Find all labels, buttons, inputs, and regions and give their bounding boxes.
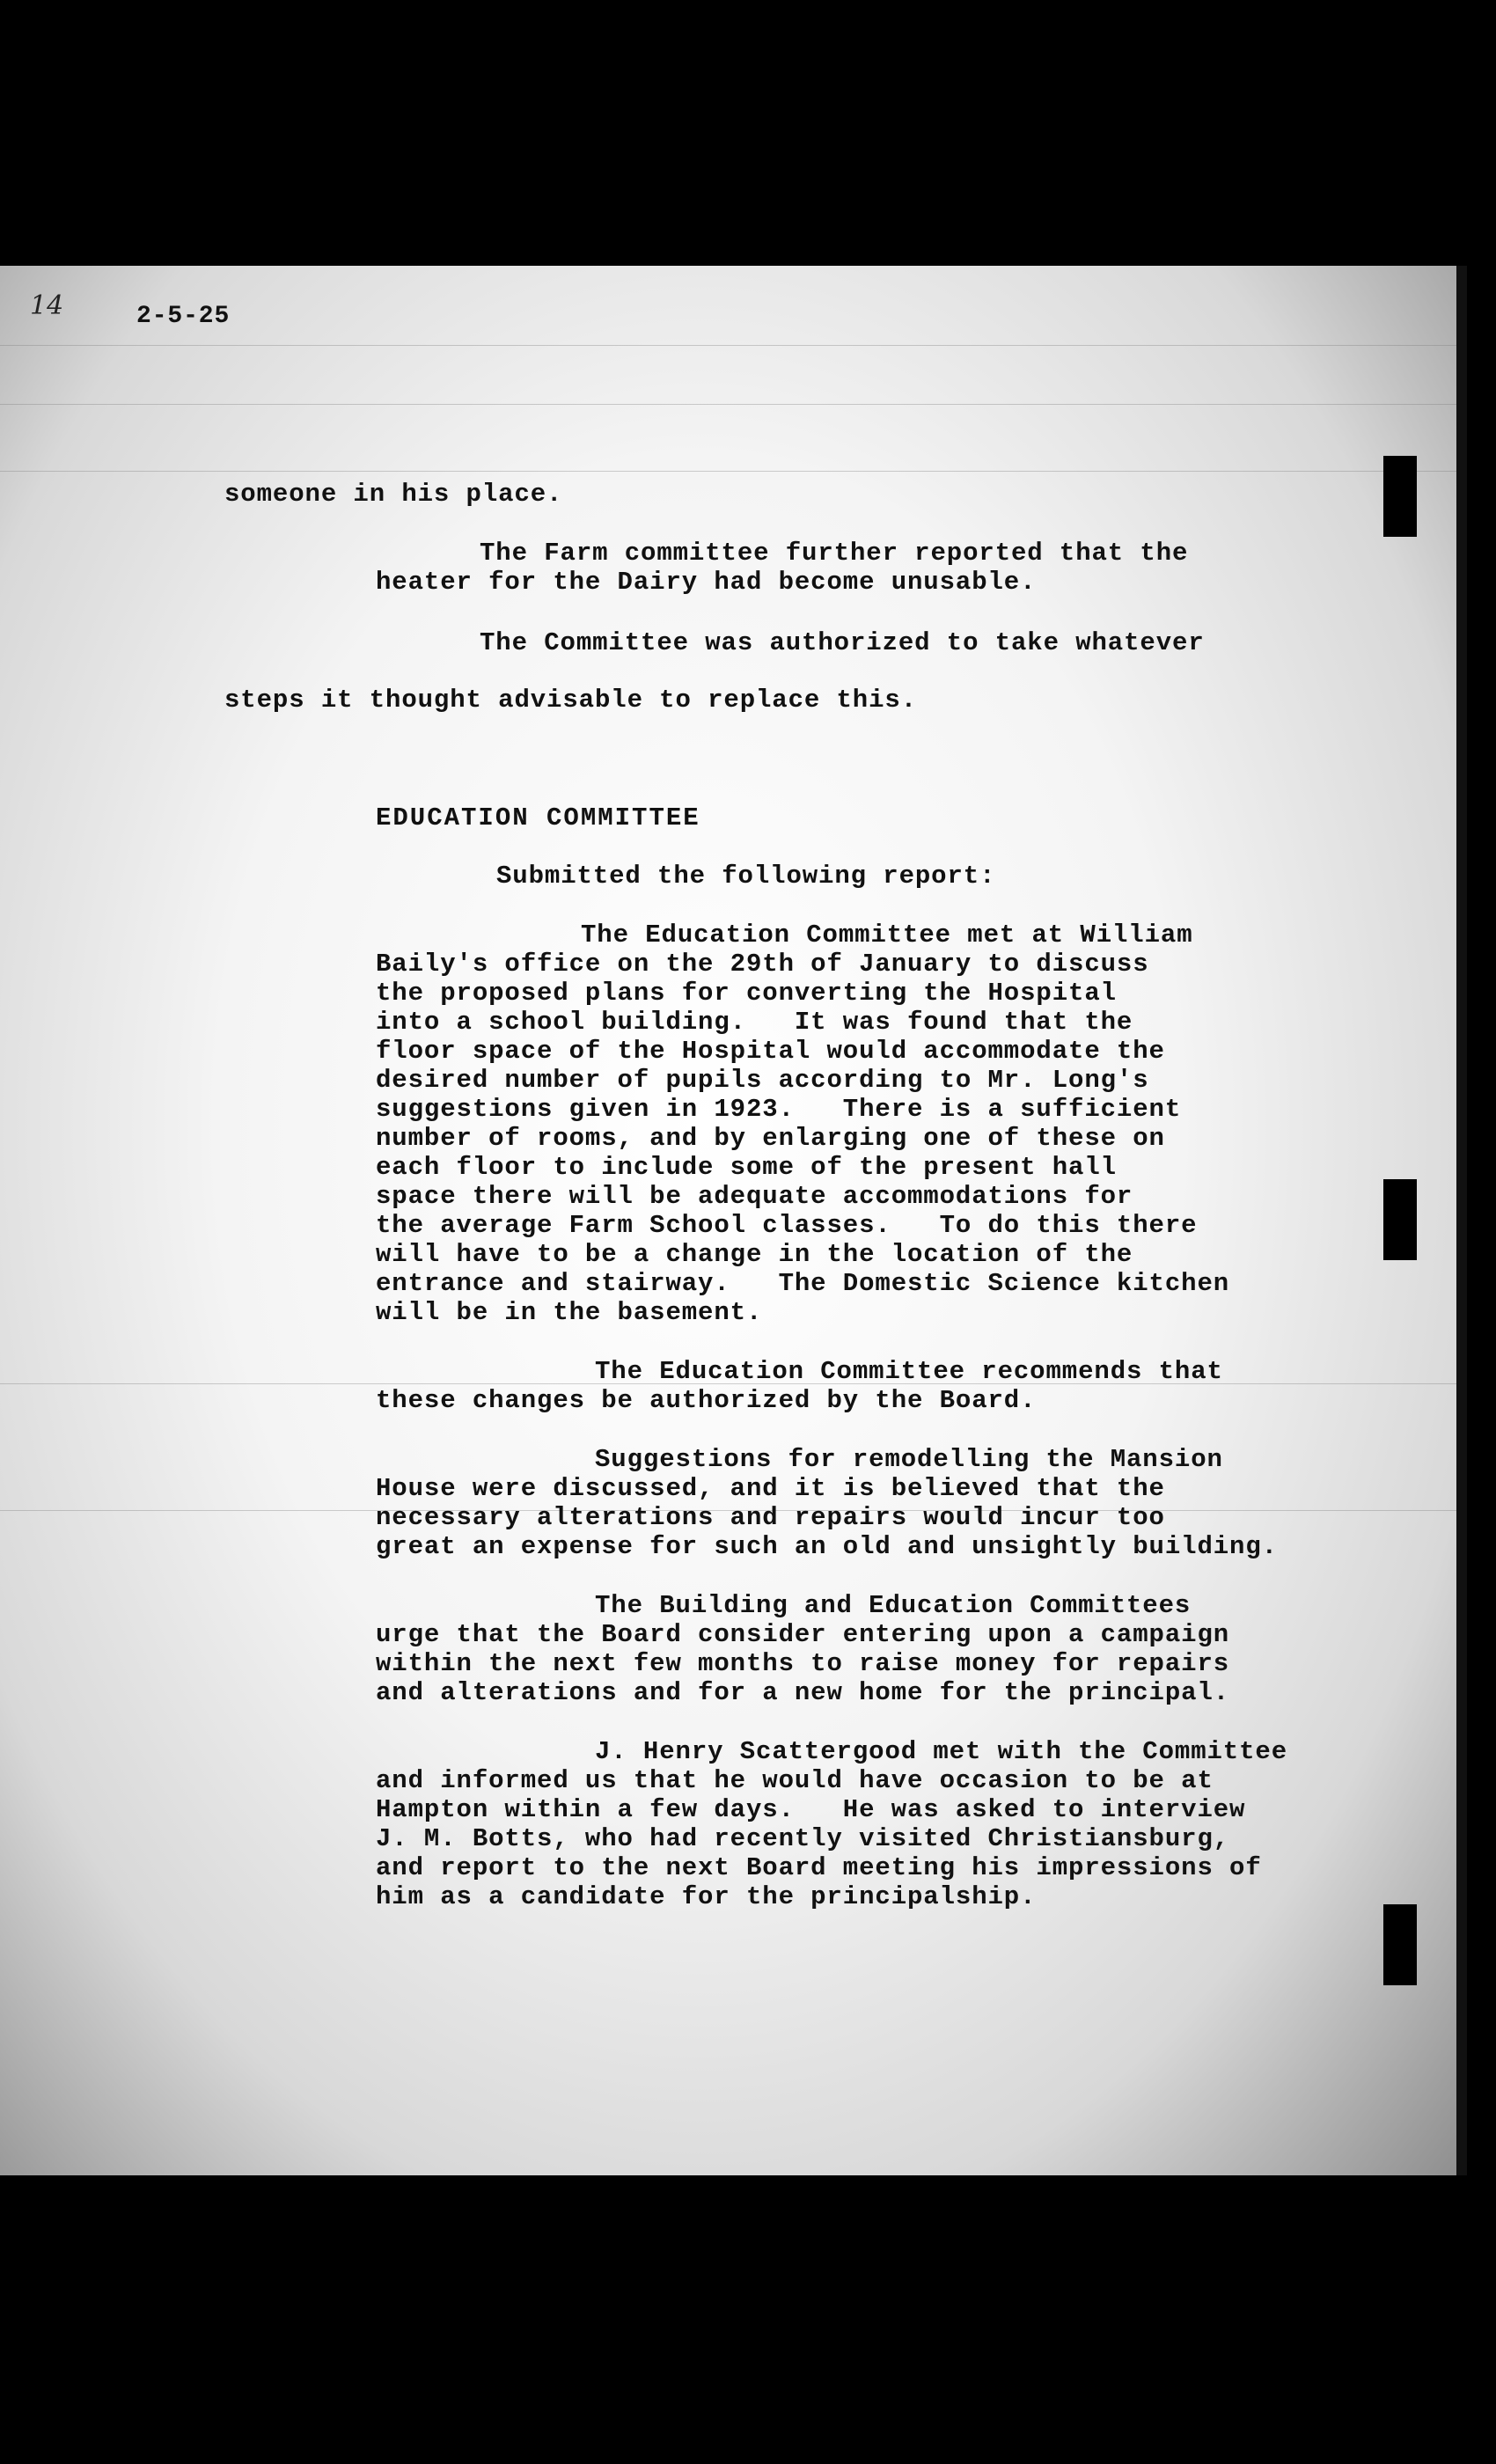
- paragraph-line: necessary alterations and repairs would incur too: [376, 1503, 1165, 1532]
- paragraph-line: entrance and stairway. The Domestic Science kitchen: [376, 1269, 1230, 1298]
- scan-line: [0, 471, 1456, 472]
- page-edge-shadow: [1456, 266, 1467, 2175]
- paragraph-line: floor space of the Hospital would accommodate the: [376, 1037, 1165, 1066]
- paragraph-line: J. M. Botts, who had recently visited Christiansburg,: [376, 1824, 1230, 1853]
- farm-report-line: The Farm committee further reported that the: [480, 539, 1189, 568]
- paragraph-line: and report to the next Board meeting his impressions of: [376, 1853, 1262, 1882]
- paragraph-line: and alterations and for a new home for the principal.: [376, 1678, 1230, 1707]
- authorization-line: The Committee was authorized to take whatever: [480, 628, 1205, 657]
- farm-report-line: heater for the Dairy had become unusable.: [376, 568, 1037, 597]
- scan-line: [0, 404, 1456, 405]
- paragraph-line: the average Farm School classes. To do this there: [376, 1211, 1198, 1240]
- paragraph-line: number of rooms, and by enlarging one of these on: [376, 1124, 1165, 1153]
- section-heading: EDUCATION COMMITTEE: [376, 803, 700, 832]
- paragraph-line: The Building and Education Committees: [595, 1591, 1192, 1620]
- authorization-line: steps it thought advisable to replace this.: [224, 686, 918, 715]
- paragraph-line: within the next few months to raise money for repairs: [376, 1649, 1230, 1678]
- paragraph-line: The Education Committee recommends that: [595, 1357, 1223, 1386]
- document-page: [0, 266, 1456, 2175]
- registration-marker: [1383, 456, 1417, 537]
- report-intro: Submitted the following report:: [496, 862, 996, 891]
- paragraph-line: will have to be a change in the location of the: [376, 1240, 1133, 1269]
- paragraph-line: into a school building. It was found that the: [376, 1008, 1133, 1037]
- paragraph-line: J. Henry Scattergood met with the Committee: [595, 1737, 1288, 1766]
- paragraph-line: The Education Committee met at William: [581, 920, 1193, 950]
- registration-marker: [1383, 1179, 1417, 1260]
- document-date: 2-5-25: [136, 303, 231, 330]
- paragraph-line: House were discussed, and it is believed that the: [376, 1474, 1165, 1503]
- paragraph-line: great an expense for such an old and unsightly building.: [376, 1532, 1278, 1561]
- scan-line: [0, 345, 1456, 346]
- registration-marker: [1383, 1904, 1417, 1985]
- paragraph-line: will be in the basement.: [376, 1298, 763, 1327]
- paragraph-line: these changes be authorized by the Board.: [376, 1386, 1037, 1415]
- paragraph-line: the proposed plans for converting the Hospital: [376, 979, 1117, 1008]
- paragraph-line: and informed us that he would have occasion to be at: [376, 1766, 1214, 1795]
- paragraph-line: space there will be adequate accommodations for: [376, 1182, 1133, 1211]
- paragraph-line: desired number of pupils according to Mr. Long's: [376, 1066, 1149, 1095]
- paragraph-line: urge that the Board consider entering upon a campaign: [376, 1620, 1230, 1649]
- paragraph-line: suggestions given in 1923. There is a sufficient: [376, 1095, 1182, 1124]
- paragraph-line: him as a candidate for the principalship.: [376, 1882, 1037, 1911]
- paragraph-line: each floor to include some of the present hall: [376, 1153, 1117, 1182]
- continuation-line: someone in his place.: [224, 480, 563, 509]
- handwritten-page-number: 14: [30, 290, 64, 321]
- paragraph-line: Hampton within a few days. He was asked to interview: [376, 1795, 1246, 1824]
- paragraph-line: Baily's office on the 29th of January to discuss: [376, 950, 1149, 979]
- paragraph-line: Suggestions for remodelling the Mansion: [595, 1445, 1223, 1474]
